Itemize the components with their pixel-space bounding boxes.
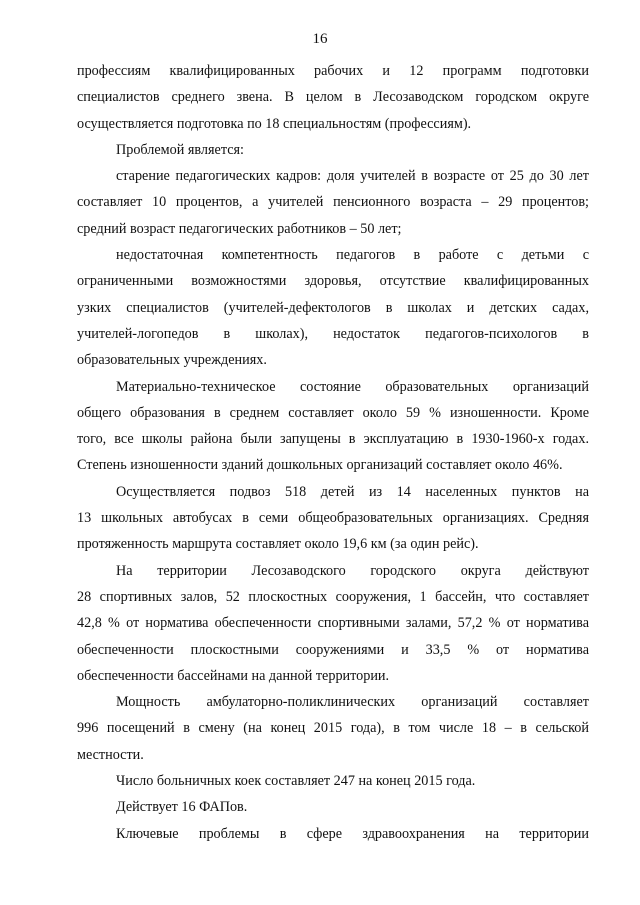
text-line: Действует 16 ФАПов. [116, 799, 248, 816]
text-line: старение педагогических кадров: доля учителей в возрасте от 25 до 30 лет [116, 168, 589, 185]
text-line: Ключевые проблемы в сфере здравоохранения на территории [116, 825, 589, 842]
text-line: учителей-логопедов в школах), недостаток педагогов-психологов в [77, 325, 589, 342]
text-line: образовательных учреждениях. [77, 352, 267, 369]
text-line: узких специалистов (учителей-дефектологов в школах и детских садах, [77, 299, 589, 316]
text-line: средний возраст педагогических работников – 50 лет; [77, 220, 402, 237]
text-line: протяженность маршрута составляет около 19,6 км (за один рейс). [77, 536, 479, 553]
text-line: 42,8 % от норматива обеспеченности спортивными залами, 57,2 % от норматива [77, 615, 589, 632]
text-line: обеспеченности плоскостными сооружениями и 33,5 % от норматива [77, 641, 589, 658]
text-line: обеспеченности бассейнами на данной территории. [77, 667, 390, 684]
text-line: 996 посещений в смену (на конец 2015 года), в том числе 18 – в сельской [77, 720, 589, 737]
text-line: общего образования в среднем составляет около 59 % изношенности. Кроме [77, 404, 589, 421]
text-line: 13 школьных автобусах в семи общеобразовательных организациях. Средняя [77, 510, 589, 527]
text-line: 28 спортивных залов, 52 плоскостных сооружения, 1 бассейн, что составляет [77, 588, 589, 605]
text-line: Проблемой является: [116, 141, 244, 158]
body-text [77, 58, 589, 847]
text-line: осуществляется подготовка по 18 специальностям (профессиям). [77, 115, 472, 132]
text-line: составляет 10 процентов, а учителей пенсионного возраста – 29 процентов; [77, 194, 589, 211]
text-line: Материально-техническое состояние образовательных организаций [116, 378, 589, 395]
page-number: 16 [312, 31, 328, 47]
text-line: местности. [77, 746, 144, 763]
text-line: Степень изношенности зданий дошкольных организаций составляет около 46%. [77, 457, 563, 474]
text-line: недостаточная компетентность педагогов в работе с детьми с [116, 247, 589, 264]
text-line: специалистов среднего звена. В целом в Лесозаводском городском округе [77, 89, 589, 106]
text-line: Число больничных коек составляет 247 на конец 2015 года. [116, 773, 476, 790]
text-line: Осуществляется подвоз 518 детей из 14 населенных пунктов на [116, 483, 589, 500]
text-line: Мощность амбулаторно-поликлинических организаций составляет [116, 694, 589, 711]
text-line: того, все школы района были запущены в эксплуатацию в 1930-1960-х годах. [77, 431, 589, 448]
text-line: На территории Лесозаводского городского округа действуют [116, 562, 589, 579]
text-line: ограниченными возможностями здоровья, отсутствие квалифицированных [77, 273, 589, 290]
text-line: профессиям квалифицированных рабочих и 12 программ подготовки [77, 63, 589, 79]
